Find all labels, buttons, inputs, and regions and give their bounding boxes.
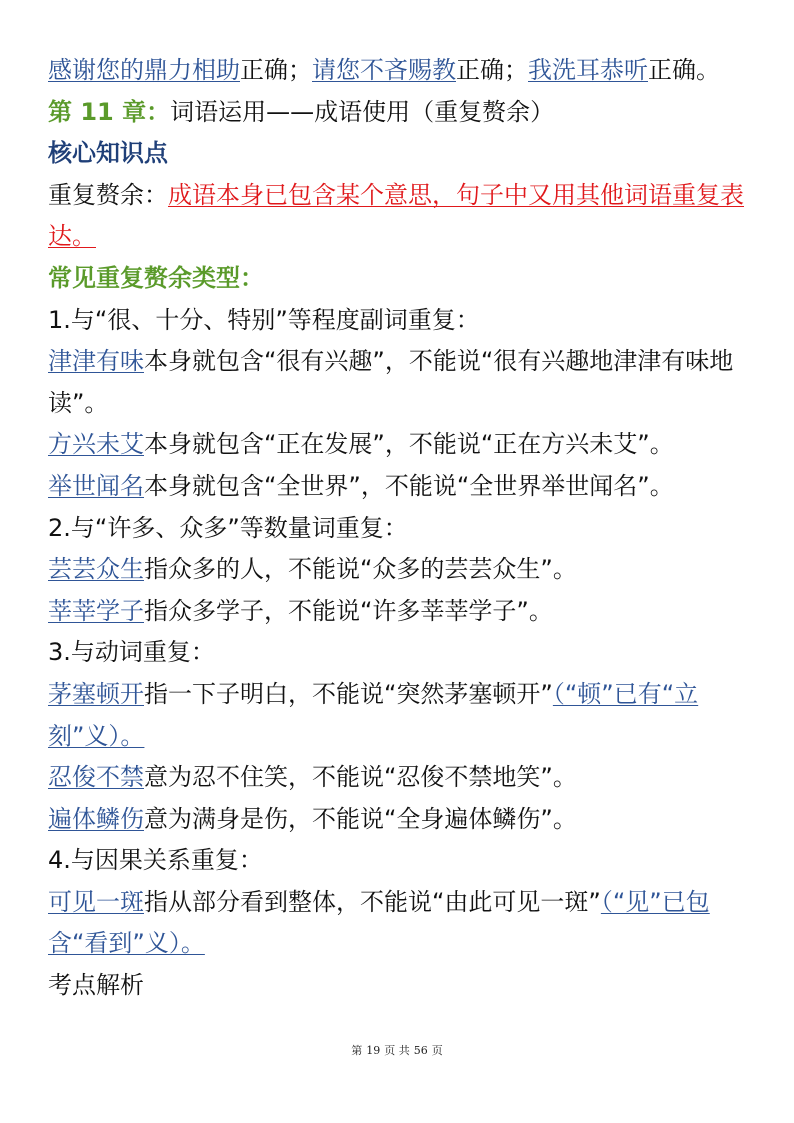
total-pages: 56 [413, 1044, 428, 1057]
idiom: 方兴未艾 [48, 430, 144, 459]
idiom: 举世闻名 [48, 471, 144, 500]
section-heading: 3.与动词重复： [48, 638, 215, 667]
list-item [48, 882, 754, 965]
idiom: 莘莘学子 [48, 596, 144, 625]
analysis-heading: 考点解析 [48, 971, 144, 1000]
list-item [48, 424, 754, 466]
idiom: 忍俊不禁 [48, 763, 144, 792]
list-item [48, 549, 754, 591]
definition-text: 成语本身已包含某个意思，句子中又用其他词语重复表达。 [48, 180, 744, 251]
example-phrase: 感谢您的鼎力相助 [48, 56, 240, 84]
list-item [48, 466, 754, 508]
explanation: 指从部分看到整体，不能说“由此可见一斑” [144, 887, 601, 916]
current-page-number: 19 [366, 1044, 381, 1057]
example-phrase: 我洗耳恭听 [528, 56, 648, 84]
chapter-title: 词语运用——成语使用（重复赘余） [170, 97, 555, 126]
explanation: 意为满身是伤，不能说“全身遍体鳞伤”。 [144, 804, 577, 833]
verdict-text: 正确； [240, 56, 312, 84]
explanation: 本身就包含“全世界”，不能说“全世界举世闻名”。 [144, 471, 674, 500]
explanation: 本身就包含“正在发展”，不能说“正在方兴未艾”。 [144, 430, 674, 459]
explanation: 意为忍不住笑，不能说“忍俊不禁地笑”。 [144, 763, 577, 792]
verdict-text: 正确。 [648, 56, 720, 84]
explanation: 指一下子明白，不能说“突然茅塞顿开” [144, 679, 553, 708]
list-item [48, 757, 754, 799]
verdict-text: 正确； [456, 56, 528, 84]
key-points-heading: 核心知识点 [48, 139, 168, 168]
section-heading: 1.与“很、十分、特别”等程度副词重复： [48, 305, 480, 334]
section-heading: 4.与因果关系重复： [48, 846, 263, 875]
document-body [48, 50, 754, 1007]
footer-suffix: 页 [431, 1044, 443, 1057]
footer-prefix: 第 [351, 1044, 363, 1057]
explanation-note: （“顿”已有“立刻”义）。 [48, 679, 699, 750]
definition-term: 重复赘余： [48, 180, 168, 209]
list-item [48, 341, 754, 424]
section-heading: 2.与“许多、众多”等数量词重复： [48, 513, 408, 542]
idiom: 遍体鳞伤 [48, 804, 144, 833]
chapter-heading [48, 92, 754, 134]
definition [48, 175, 754, 258]
list-item [48, 674, 754, 757]
example-phrase: 请您不吝赐教 [312, 56, 456, 84]
list-item [48, 799, 754, 841]
idiom: 茅塞顿开 [48, 679, 144, 708]
explanation: 指众多的人，不能说“众多的芸芸众生”。 [144, 555, 577, 584]
idiom: 可见一斑 [48, 887, 144, 916]
footer-middle: 页 共 [384, 1044, 410, 1057]
chapter-label: 第 11 章： [48, 97, 171, 126]
idiom: 芸芸众生 [48, 555, 144, 584]
polite-expressions-line [48, 50, 754, 92]
explanation: 本身就包含“很有兴趣”，不能说“很有兴趣地津津有味地读”。 [48, 347, 734, 417]
types-heading: 常见重复赘余类型： [48, 263, 264, 292]
page-footer [0, 1042, 794, 1058]
explanation: 指众多学子，不能说“许多莘莘学子”。 [144, 596, 553, 625]
list-item [48, 591, 754, 633]
idiom: 津津有味 [48, 347, 144, 376]
explanation-note: （“见”已包含“看到”义）。 [48, 887, 710, 958]
